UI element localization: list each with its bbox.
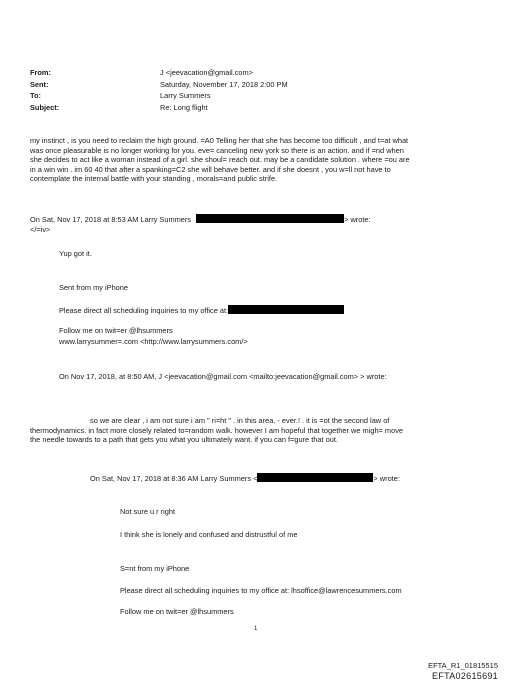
sent-row [30,79,450,91]
redaction-bar [257,473,373,482]
text-line: was once pleasurable is no longer working for you. eve= canceling new york so there is an action. and if =nd when [30,145,404,155]
website-line: www.larrysummer=.com <http://www.larrysummers.com/> [59,337,248,346]
follow-line: Follow me on twit=er @lhsummers [120,607,234,616]
signature-sent-from: Sent from my iPhone [59,283,129,292]
scheduling-line [59,305,344,316]
message-paragraph [30,136,410,184]
text-line: my instinct , is you need to reclaim the high ground. =A0 Telling her that she has become too difficult , and t=at what [30,136,409,145]
email-header [30,67,450,113]
message-paragraph-2 [30,416,403,445]
subject-label: Subject: [30,102,60,112]
text-line: contemplate the internal battle with your standing , morals=and public strife. [30,174,278,184]
scheduling-text: Please direct all scheduling inquiries to my office at: [59,306,229,315]
text-line: the needle towards to a path that gets you what you ultimately want. if you can f=gure that out. [30,435,338,445]
bates-number-1: EFTA_R1_01815515 [428,661,498,670]
quote-header-3 [90,473,400,484]
text-line: she decides to act like a woman instead of a girl. she shoul= reach out. may be a candidate solution . where =ou are [30,155,410,165]
bates-number-2: EFTA02615691 [432,671,498,681]
signature-sent-from: S=nt from my iPhone [120,564,190,573]
from-row [30,67,450,79]
quote-prefix: On Sat, Nov 17, 2018 at 8:53 AM Larry Summers [30,215,192,224]
to-value: Larry Summers [160,91,211,101]
sent-value: Saturday, November 17, 2018 2:00 PM [160,79,288,89]
quote-header-2: On Nov 17, 2018, at 8:50 AM, J <jeevacation@gmail.com <mailto:jeevacation@gmail.com> > wrote: [59,372,387,381]
to-row [30,90,450,102]
follow-line: Follow me on twit=er @lhsummers [59,326,173,335]
from-label: From: [30,68,51,77]
markup-fragment: </=iv> [30,225,51,234]
sent-label: Sent: [30,79,49,89]
quote-suffix: > wrote: [373,474,400,483]
redaction-bar [228,305,344,314]
quote-suffix: > wrote: [344,215,371,224]
subject-row [30,102,450,114]
scheduling-line: Please direct all scheduling inquiries to my office at: lhsoffice@lawrencesummers.com [120,586,402,595]
reply-text: I think she is lonely and confused and distrustful of me [120,530,298,539]
quote-header-1 [30,214,371,225]
text-line: so we are clear , i am not sure i am " ri=ht " . in this area. - ever.! . it is =ot the second law of [90,416,390,425]
subject-value: Re: Long flight [160,102,208,112]
page-number: 1 [254,626,258,632]
from-value: J <jeevacation@gmail.com> [160,68,253,77]
text-line: in a win win . im 60 40 that after a spanking=C2 she will behave better. and if she doesnt , you w=ll not have to [30,164,391,174]
quote-prefix: On Sat, Nov 17, 2018 at 8:36 AM Larry Summers < [90,474,258,483]
reply-text: Not sure u r right [120,507,176,516]
to-label: To: [30,91,41,101]
redaction-bar [196,214,344,223]
reply-text: Yup got it. [59,249,92,258]
text-line: thermodynamics. in fact more closely related to=random walk. however I am hopeful that together we migh= move [30,425,403,435]
